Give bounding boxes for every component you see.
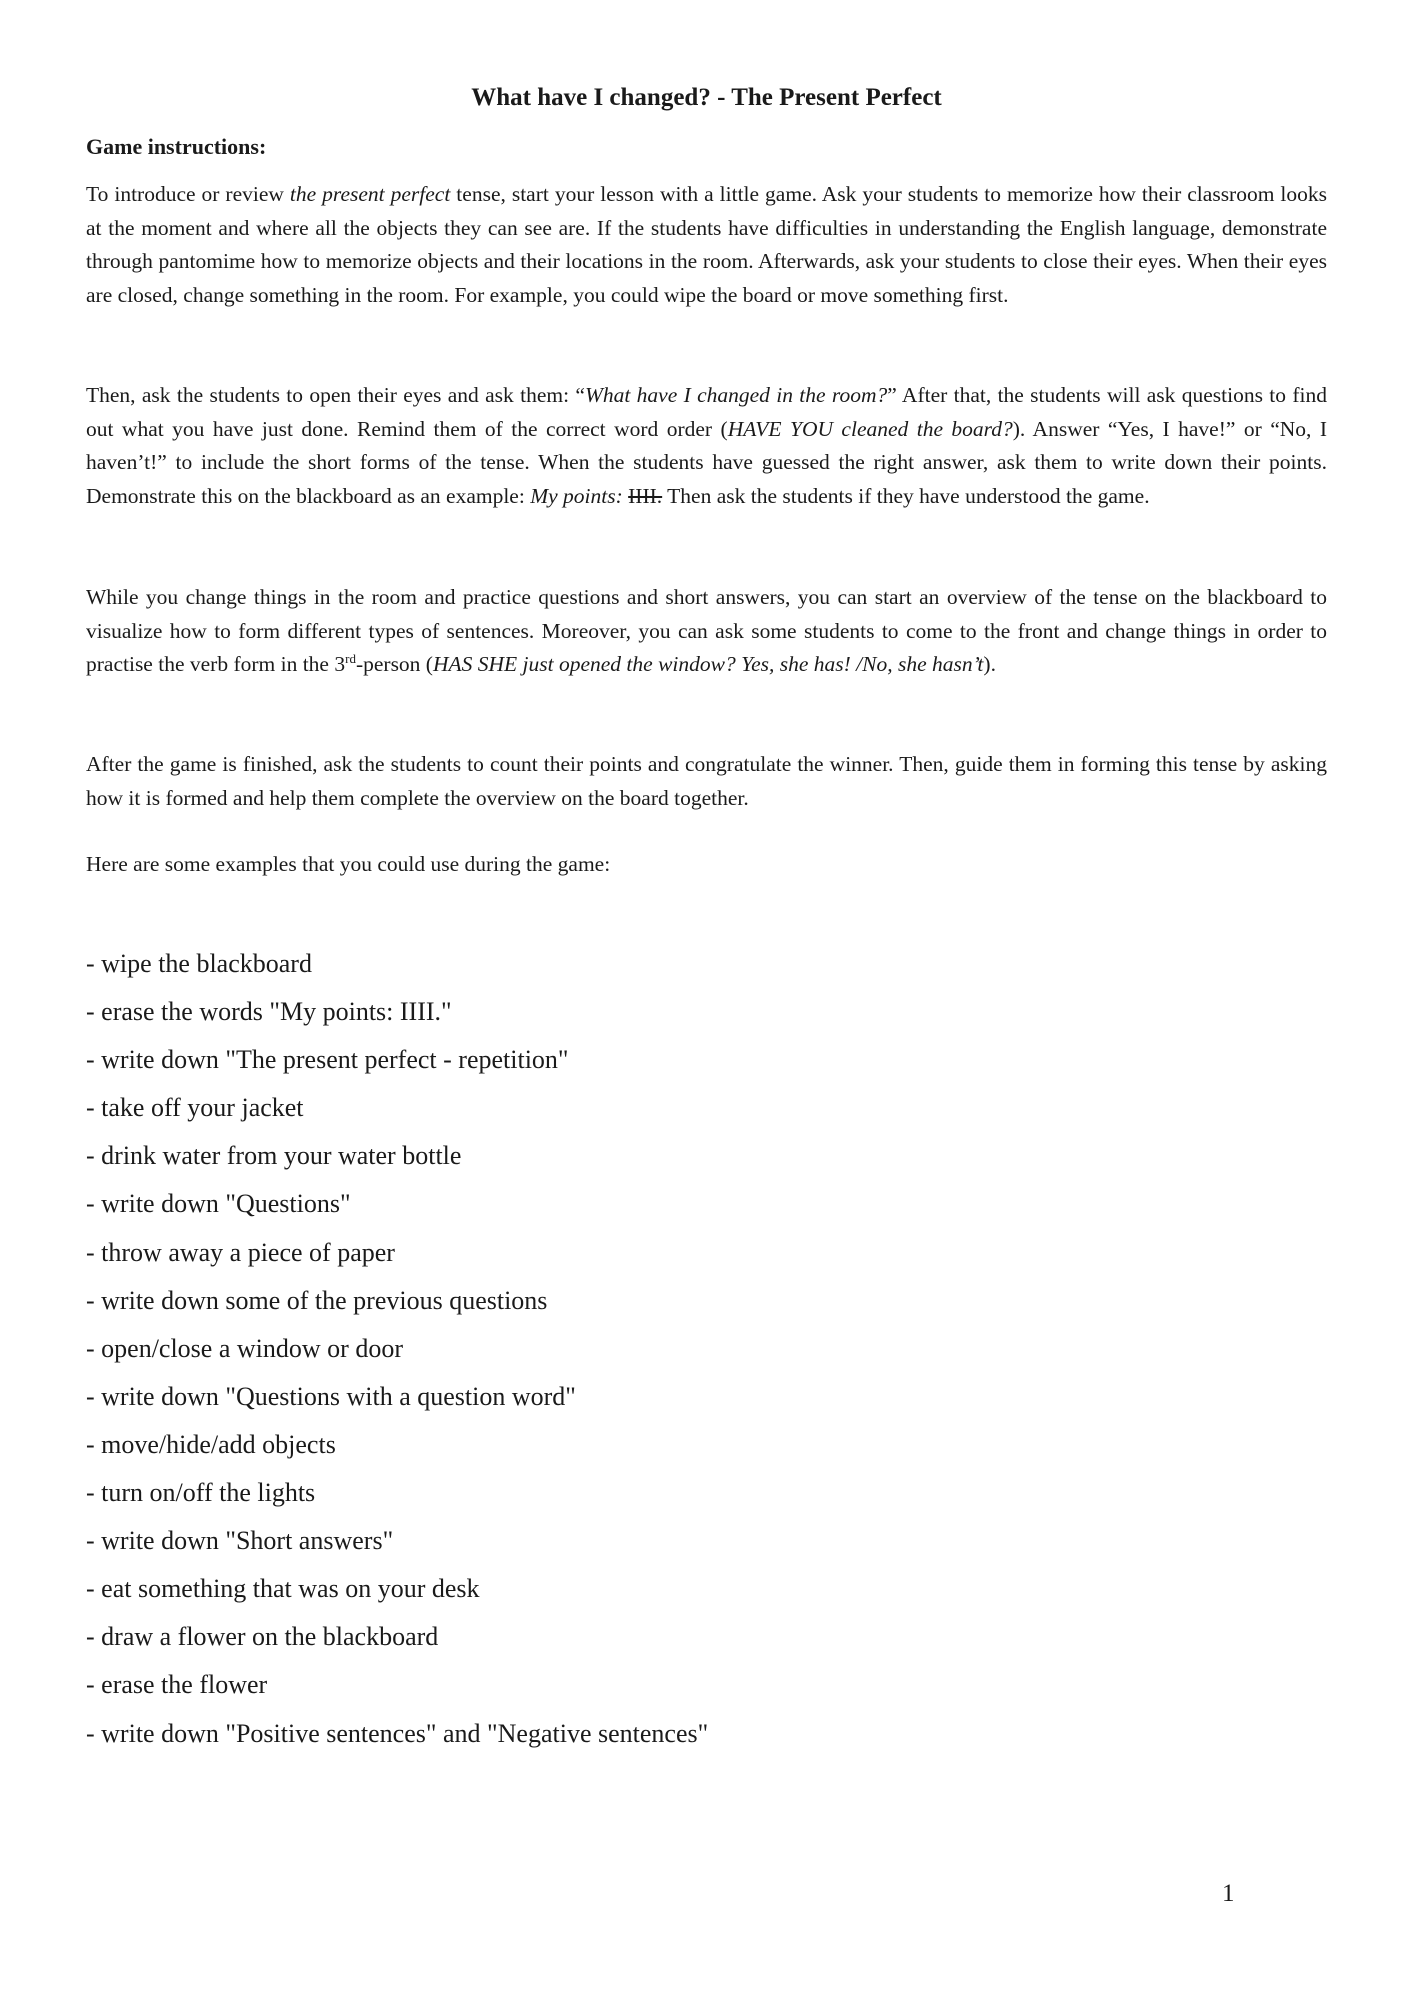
text-run: tense, start your lesson with a little game. Ask your students to memorize how their classroom looks at the moment and where all the objects they can see are. If the students have difficulties in understanding the English language, demonstrate through pantomime how to memorize objects and their locations in the room. Afterwards, ask your students to close their eyes. When their eyes are closed, change something in the room. For example, you could wipe the board or move something first. <box>86 182 1328 307</box>
document-title: What have I changed? - The Present Perfect <box>471 84 942 111</box>
examples-list <box>86 940 708 1758</box>
italic-text: the present perfect <box>289 182 451 206</box>
list-item: - write down "Positive sentences" and "Negative sentences" <box>86 1718 709 1748</box>
list-item: - draw a flower on the blackboard <box>86 1622 439 1652</box>
text-run: ). Answer “Yes, I have!” or “No, I haven’t!” to include the short forms of the tense. When the students have guessed the right answer, ask them to write down their points. Demonstrate this on the blackboard as an example: <box>86 416 1327 508</box>
text-run: Then ask the students if they have understood the game. <box>662 483 1150 508</box>
paragraph-conclusion: After the game is finished, ask the students to count their points and congratulate the winner. Then, guide them in forming this tense by asking how it is formed and help them complete the overview on the board together. <box>86 752 1327 810</box>
paragraph-examples-intro: Here are some examples that you could use during the game: <box>86 852 611 876</box>
list-item: - open/close a window or door <box>86 1333 403 1363</box>
list-item: - drink water from your water bottle <box>86 1141 462 1171</box>
list-item: - throw away a piece of paper <box>86 1237 395 1267</box>
list-item: - erase the flower <box>86 1670 268 1700</box>
struck-tally: IIII. <box>628 483 663 508</box>
list-item: - write down "Questions" <box>86 1189 351 1219</box>
italic-text: HAVE YOU cleaned the board? <box>727 416 1013 441</box>
text-run: ). <box>983 652 996 677</box>
list-item: - write down "Questions with a question word" <box>86 1381 576 1411</box>
list-item: - eat something that was on your desk <box>86 1574 480 1604</box>
section-heading: Game instructions: <box>86 134 267 159</box>
text-run: ” After that, the students will ask questions to find out what you have just done. Remind them of the correct word order ( <box>86 383 1327 441</box>
text-run: To introduce or review <box>86 182 290 206</box>
paragraph-rules <box>86 379 1327 513</box>
list-item: - write down "Short answers" <box>86 1526 394 1556</box>
list-item: - take off your jacket <box>86 1093 304 1123</box>
text-run: While you change things in the room and practice questions and short answers, you can start an overview of the tense on the blackboard to visualize how to form different types of sentences. Moreover, you can ask some students to come to the front and change things in order to practise the verb form in the 3 <box>86 585 1327 677</box>
italic-text: HAS SHE just opened the window? Yes, she has! /No, she hasn’t <box>432 652 984 677</box>
text-run: Then, ask the students to open their eyes and ask them: “ <box>86 383 585 407</box>
paragraph-intro <box>86 178 1327 312</box>
page-number: 1 <box>1222 1880 1235 1907</box>
list-item: - turn on/off the lights <box>86 1478 316 1508</box>
list-item: - erase the words "My points: IIII." <box>86 997 452 1027</box>
list-item: - move/hide/add objects <box>86 1429 336 1459</box>
superscript: rd <box>345 651 356 667</box>
text-run: -person ( <box>355 652 433 677</box>
paragraph-overview <box>86 581 1327 682</box>
italic-text: My points: <box>530 483 629 508</box>
italic-text: What have I changed in the room? <box>584 383 888 407</box>
list-item: - wipe the blackboard <box>86 949 312 978</box>
list-item: - write down some of the previous questions <box>86 1285 548 1315</box>
list-item: - write down "The present perfect - repetition" <box>86 1045 569 1075</box>
